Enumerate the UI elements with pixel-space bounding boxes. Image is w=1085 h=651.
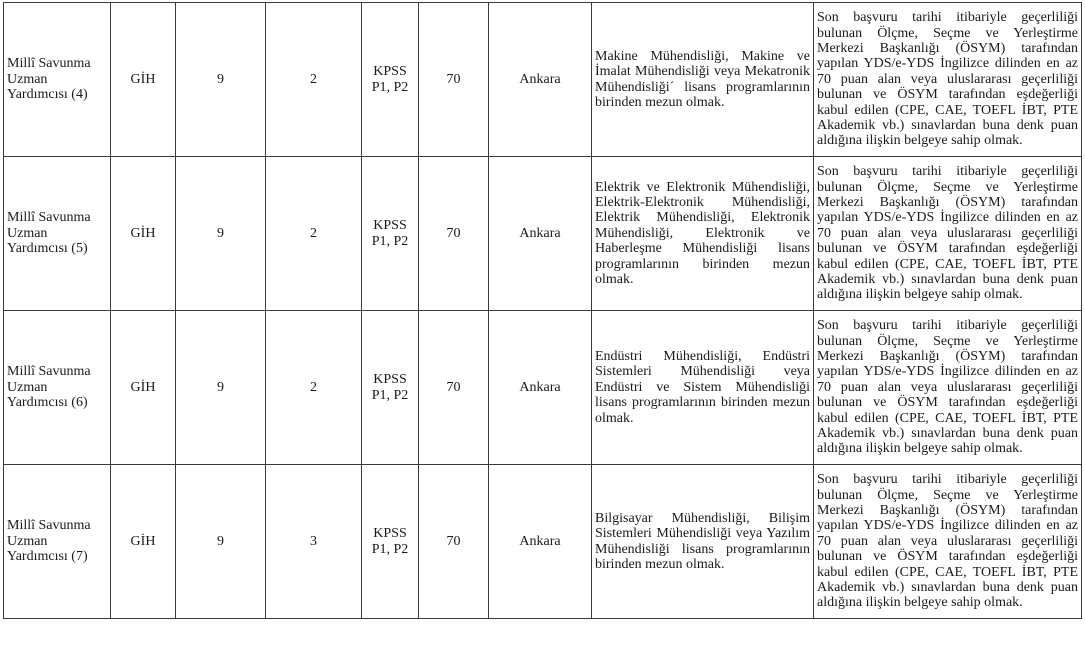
score-cell [419,3,489,157]
position-title: Millî Savunma Uzman Yardımcısı (7) [7,518,91,565]
count-cell [266,157,362,311]
positions-table [3,2,1082,619]
language-requirement: Son başvuru tarihi itibariyle geçerliliği bulunan Ölçme, Seçme ve Yerleştirme Merkezi Başkanlığı (ÖSYM) tarafından yapılan YDS/e-YDS İngilizce dilinden en az 70 puan alan veya uluslararası geçerliliği bulunan ve ÖSYM tarafından eşdeğerliği kabul edilen (CPE, CAE, TOEFL İBT, PTE Akademik vb.) sınavlardan buna denk puan aldığına ilişkin belgeye sahip olmak. [817,472,1078,611]
position-title: Millî Savunma Uzman Yardımcısı (4) [7,56,91,103]
language-cell [814,3,1082,157]
grade-cell [176,311,266,465]
count-cell [266,3,362,157]
position-title: Millî Savunma Uzman Yardımcısı (5) [7,210,91,257]
minimum-score: 70 [446,225,461,241]
position-count: 2 [310,71,317,87]
grade-value: 9 [217,71,224,87]
grade-cell [176,465,266,619]
language-cell [814,465,1082,619]
minimum-score: 70 [446,533,461,549]
city-cell [489,311,592,465]
grade-value: 9 [217,379,224,395]
city-name: Ankara [519,533,561,549]
education-requirement: Elektrik ve Elektronik Mühendisliği, Elektrik-Elektronik Mühendisliği, Elektrik Mühendisliği, Elektronik Mühendisliği, Elektronik ve Haberleşme Mühendisliği lisans programlarının birinden mezun olmak. [595,179,810,288]
unit-code: GİH [130,379,156,395]
minimum-score: 70 [446,379,461,395]
language-requirement: Son başvuru tarihi itibariyle geçerliliği bulunan Ölçme, Seçme ve Yerleştirme Merkezi Başkanlığı (ÖSYM) tarafından yapılan YDS/e-YDS İngilizce dilinden en az 70 puan alan veya uluslararası geçerliliği bulunan ve ÖSYM tarafından eşdeğerliği kabul edilen (CPE, CAE, TOEFL İBT, PTE Akademik vb.) sınavlardan buna denk puan aldığına ilişkin belgeye sahip olmak. [817,164,1078,303]
score-cell [419,157,489,311]
table-row [4,157,1082,311]
table-row [4,465,1082,619]
position-title-cell [4,157,111,311]
city-cell [489,157,592,311]
city-cell [489,3,592,157]
exam-cell [362,3,419,157]
education-requirement: Endüstri Mühendisliği, Endüstri Sistemleri Mühendisliği veya Endüstri ve Sistem Mühendisliği lisans programlarının birinden mezun olmak. [595,348,810,426]
positions-table-body [4,3,1082,619]
unit-cell [111,465,176,619]
exam-cell [362,157,419,311]
table-row [4,311,1082,465]
unit-cell [111,3,176,157]
language-cell [814,157,1082,311]
position-title-cell [4,3,111,157]
education-cell [592,311,814,465]
grade-cell [176,3,266,157]
city-name: Ankara [519,71,561,87]
exam-type: KPSS P1, P2 [371,218,409,249]
unit-cell [111,157,176,311]
language-requirement: Son başvuru tarihi itibariyle geçerliliği bulunan Ölçme, Seçme ve Yerleştirme Merkezi Başkanlığı (ÖSYM) tarafından yapılan YDS/e-YDS İngilizce dilinden en az 70 puan alan veya uluslararası geçerliliği bulunan ve ÖSYM tarafından eşdeğerliği kabul edilen (CPE, CAE, TOEFL İBT, PTE Akademik vb.) sınavlardan buna denk puan aldığına ilişkin belgeye sahip olmak. [817,318,1078,457]
unit-code: GİH [130,71,156,87]
position-title-cell [4,465,111,619]
position-title: Millî Savunma Uzman Yardımcısı (6) [7,364,91,411]
grade-value: 9 [217,225,224,241]
education-requirement: Bilgisayar Mühendisliği, Bilişim Sistemleri Mühendisliği veya Yazılım Mühendisliği lisans programlarının birinden mezun olmak. [595,510,810,572]
education-cell [592,157,814,311]
minimum-score: 70 [446,71,461,87]
exam-type: KPSS P1, P2 [371,64,409,95]
city-name: Ankara [519,379,561,395]
position-count: 3 [310,533,317,549]
position-count: 2 [310,225,317,241]
education-cell [592,3,814,157]
grade-value: 9 [217,533,224,549]
table-row [4,3,1082,157]
language-cell [814,311,1082,465]
exam-type: KPSS P1, P2 [371,526,409,557]
score-cell [419,465,489,619]
unit-code: GİH [130,533,156,549]
count-cell [266,311,362,465]
education-requirement: Makine Mühendisliği, Makine ve İmalat Mühendisliği veya Mekatronik Mühendisliği´ lisans programlarının birinden mezun olmak. [595,48,810,110]
city-name: Ankara [519,225,561,241]
unit-cell [111,311,176,465]
position-count: 2 [310,379,317,395]
education-cell [592,465,814,619]
language-requirement: Son başvuru tarihi itibariyle geçerliliği bulunan Ölçme, Seçme ve Yerleştirme Merkezi Başkanlığı (ÖSYM) tarafından yapılan YDS/e-YDS İngilizce dilinden en az 70 puan alan veya uluslararası geçerliliği bulunan ve ÖSYM tarafından eşdeğerliği kabul edilen (CPE, CAE, TOEFL İBT, PTE Akademik vb.) sınavlardan buna denk puan aldığına ilişkin belgeye sahip olmak. [817,10,1078,149]
unit-code: GİH [130,225,156,241]
grade-cell [176,157,266,311]
count-cell [266,465,362,619]
score-cell [419,311,489,465]
exam-cell [362,311,419,465]
exam-type: KPSS P1, P2 [371,372,409,403]
exam-cell [362,465,419,619]
position-title-cell [4,311,111,465]
city-cell [489,465,592,619]
